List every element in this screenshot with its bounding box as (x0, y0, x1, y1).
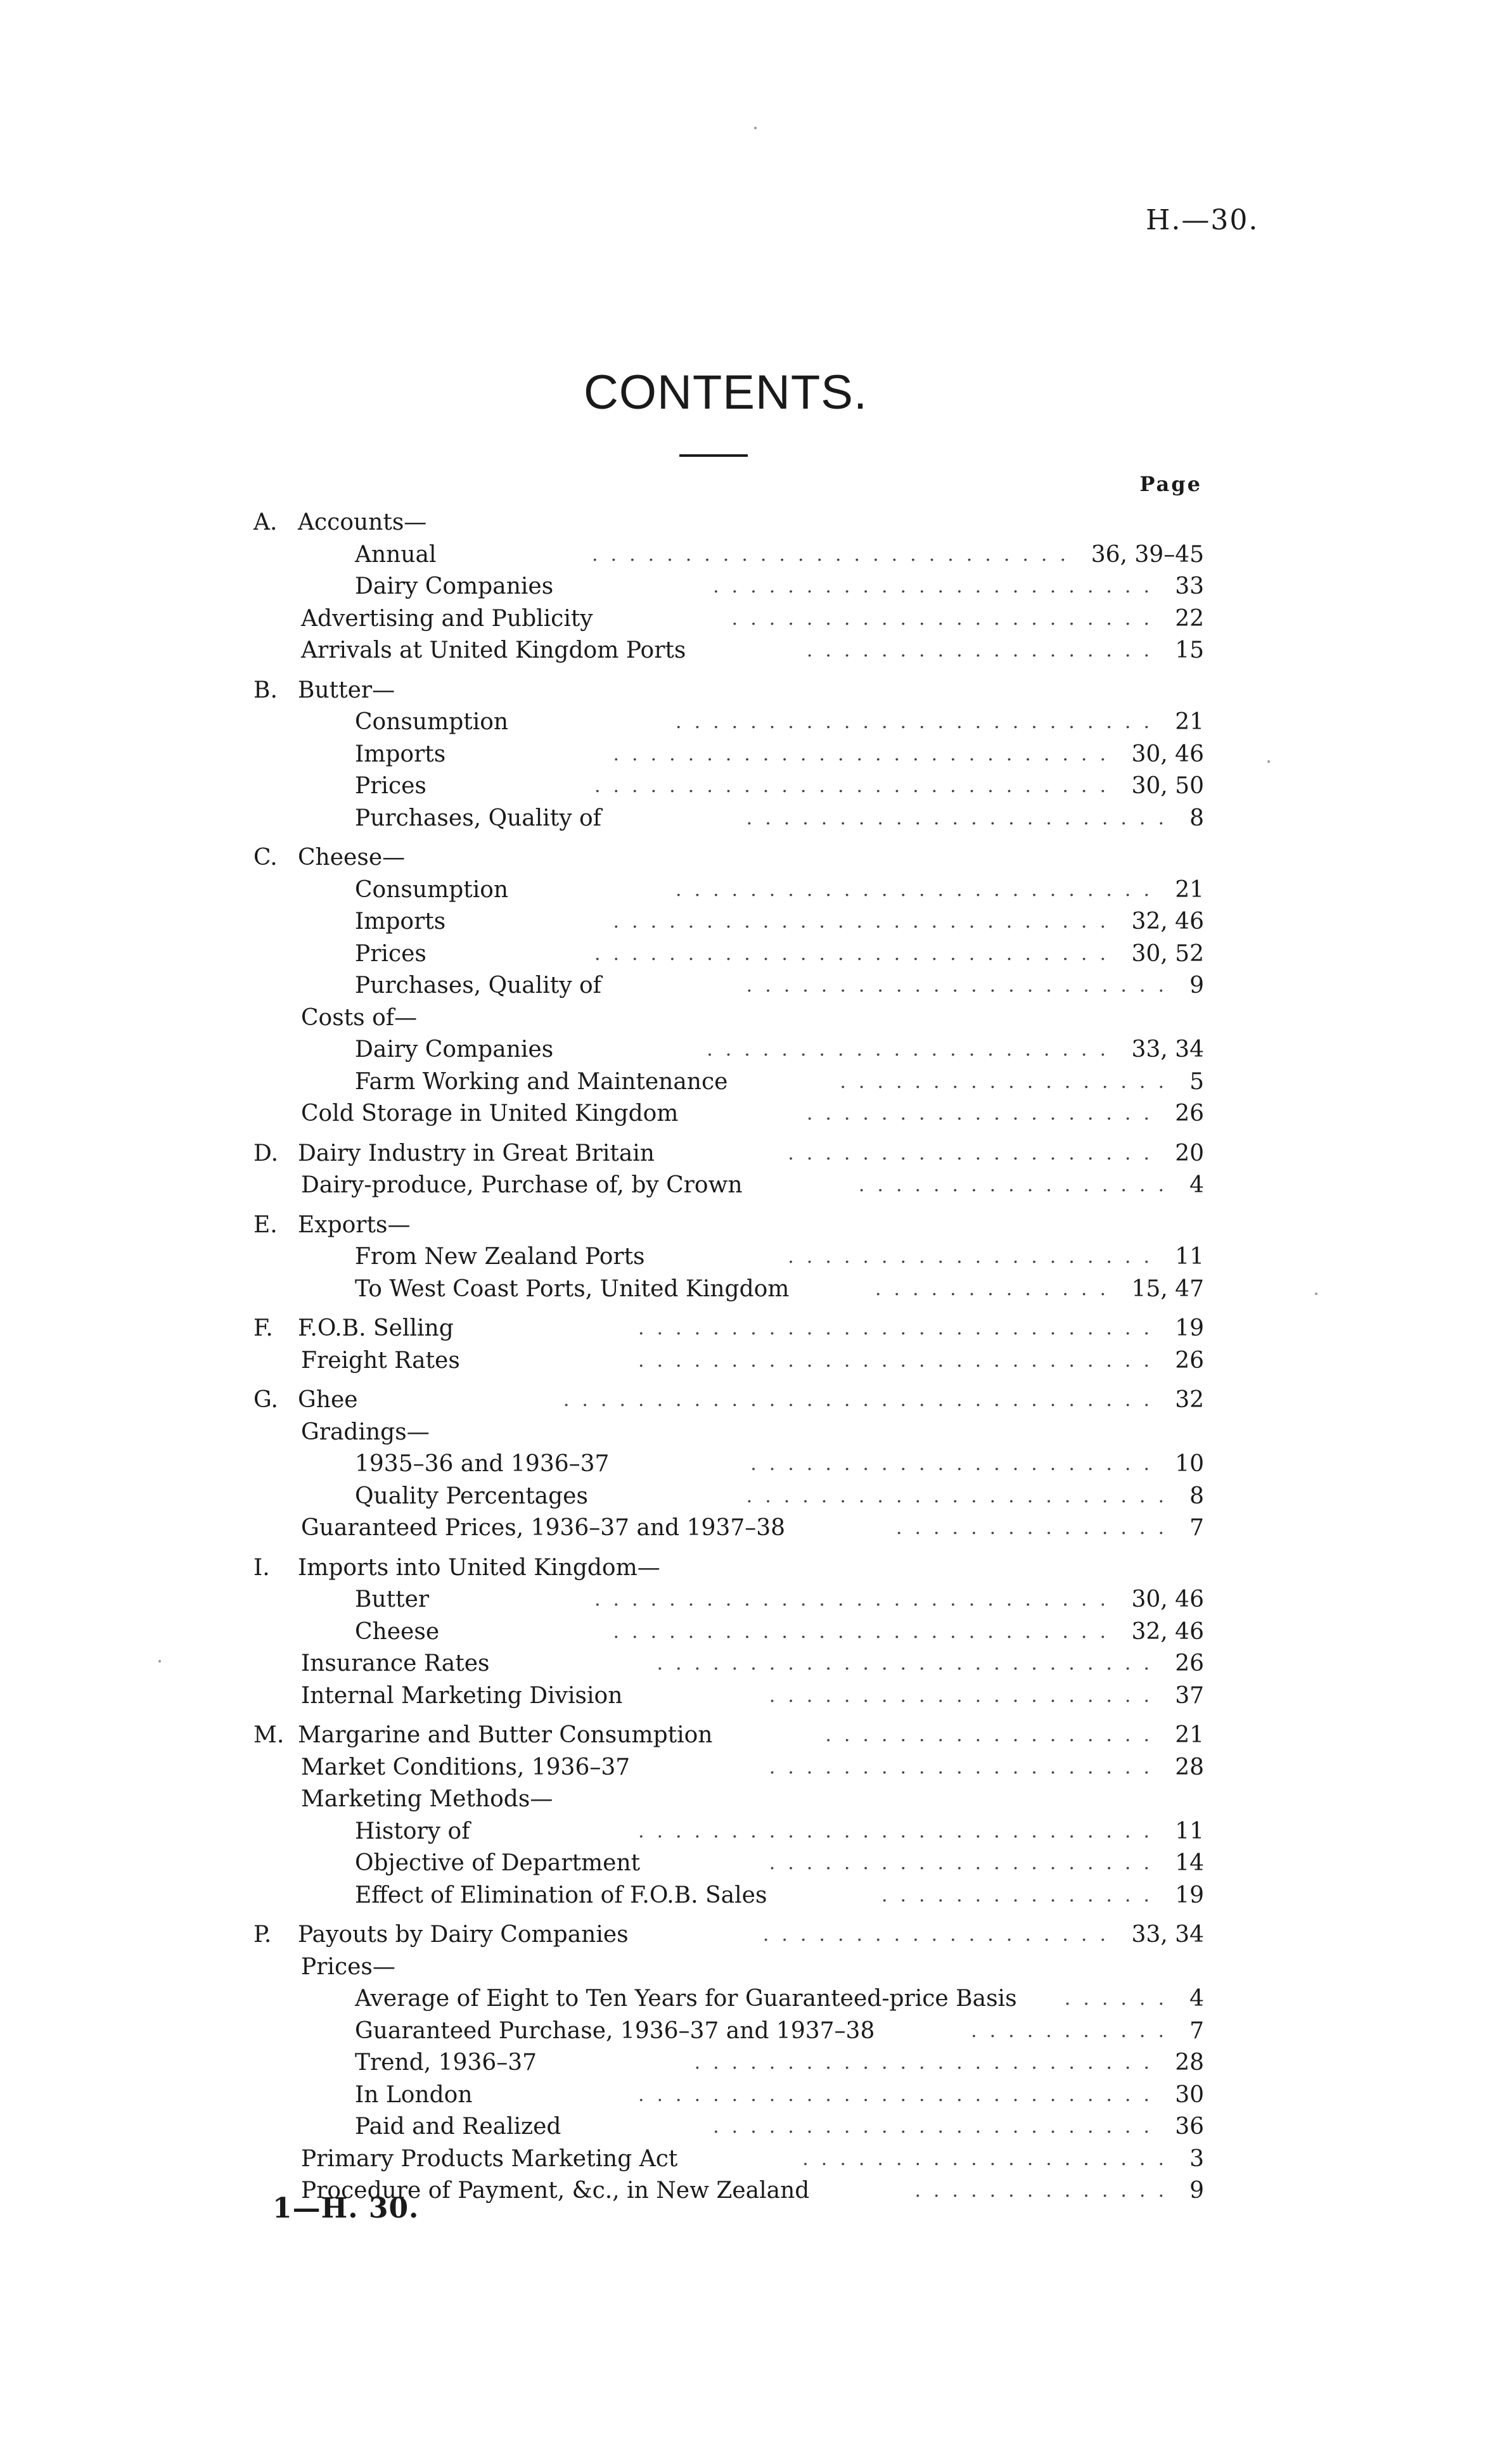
entry-page: 20 (1175, 1140, 1204, 1166)
entry-label: Consumption (355, 709, 509, 735)
entry-label: 1935–36 and 1936–37 (355, 1451, 610, 1477)
leader-dots: ............................ (638, 1317, 1162, 1339)
entry-label: Paid and Realized (355, 2114, 561, 2140)
leader-dots: ............................ (638, 2083, 1162, 2106)
contents-entry (253, 1481, 1204, 1513)
contents-entry (253, 803, 1204, 835)
entry-label: Trend, 1936–37 (355, 2050, 537, 2076)
contents-section (253, 675, 1204, 835)
leader-dots: ........................ (713, 2116, 1162, 2138)
leader-dots: .................. (840, 1070, 1177, 1093)
entry-label: Purchases, Quality of (355, 805, 602, 831)
entry-label: Marketing Methods— (301, 1786, 553, 1812)
contents-entry (253, 603, 1204, 635)
entry-page: 32 (1175, 1387, 1204, 1413)
paper-speck (1315, 1293, 1317, 1295)
contents-entry (253, 1951, 1204, 1984)
entry-page: 15 (1175, 637, 1204, 663)
leader-dots: ................................ (563, 1389, 1162, 1411)
entry-label: To West Coast Ports, United Kingdom (355, 1275, 790, 1302)
entry-page: 7 (1189, 1515, 1204, 1541)
contents-section (253, 1313, 1204, 1377)
entry-label: Quality Percentages (355, 1483, 588, 1509)
contents-entry (253, 571, 1204, 603)
contents-entry (253, 675, 1204, 707)
entry-page: 7 (1189, 2017, 1204, 2044)
contents-section (253, 1384, 1204, 1545)
entry-page: 4 (1189, 1172, 1204, 1198)
contents-entry (253, 1616, 1204, 1649)
contents-entry (253, 1552, 1204, 1585)
entry-page: 10 (1175, 1451, 1204, 1477)
leader-dots: ..................... (769, 1852, 1162, 1874)
leader-dots: ................... (806, 639, 1162, 661)
entry-page: 19 (1175, 1315, 1204, 1341)
entry-label: Farm Working and Maintenance (355, 1068, 728, 1095)
contents-entry (253, 1384, 1204, 1417)
entry-label: Dairy-produce, Purchase of, by Crown (301, 1172, 743, 1198)
section-letter: C. (253, 845, 278, 871)
leader-dots: ........................... (613, 910, 1118, 933)
entry-label: Prices— (301, 1953, 395, 1980)
leader-dots: .......................... (676, 878, 1162, 901)
leader-dots: ............... (881, 1884, 1162, 1906)
entry-label: Dairy Industry in Great Britain (298, 1140, 655, 1166)
contents-entry (253, 1210, 1204, 1242)
paper-speck (754, 127, 757, 129)
entry-label: Prices (355, 940, 426, 967)
leader-dots: ................... (806, 1102, 1162, 1125)
contents-entry (253, 938, 1204, 971)
entry-label: Costs of— (301, 1004, 418, 1031)
contents-entry (253, 706, 1204, 739)
section-letter: B. (253, 677, 278, 703)
entry-page: 14 (1175, 1850, 1204, 1876)
leader-dots: .................... (802, 2147, 1177, 2170)
contents-entry (253, 842, 1204, 874)
entry-page: 8 (1189, 1483, 1204, 1509)
contents-entry (253, 1273, 1204, 1306)
section-letter: E. (253, 1211, 278, 1238)
entry-page: 33, 34 (1131, 1922, 1204, 1948)
paper-speck (1267, 760, 1270, 763)
contents-section (253, 1138, 1204, 1202)
contents-entry (253, 906, 1204, 938)
leader-dots: ............. (875, 1277, 1118, 1300)
entry-page: 32, 46 (1131, 1618, 1204, 1645)
section-letter: I. (253, 1554, 270, 1581)
contents-entry (253, 770, 1204, 803)
entry-label: Objective of Department (355, 1850, 641, 1876)
entry-page: 9 (1189, 973, 1204, 999)
contents-entry (253, 1170, 1204, 1202)
entry-label: Annual (355, 541, 437, 568)
leader-dots: .................... (788, 1246, 1162, 1268)
entry-page: 11 (1175, 1818, 1204, 1844)
entry-label: Exports— (298, 1211, 411, 1238)
contents-section (253, 1720, 1204, 1912)
contents-entry (253, 1313, 1204, 1345)
entry-label: Guaranteed Prices, 1936–37 and 1937–38 (301, 1515, 786, 1541)
entry-page: 15, 47 (1131, 1275, 1204, 1302)
leader-dots: ........................... (613, 1620, 1118, 1643)
contents-entry (253, 1034, 1204, 1066)
leader-dots: ........................... (657, 1652, 1162, 1675)
entry-label: Gradings— (301, 1419, 430, 1445)
contents-entry (253, 1880, 1204, 1912)
section-letter: P. (253, 1922, 272, 1948)
contents-entry (253, 1241, 1204, 1273)
contents-entry (253, 874, 1204, 907)
page-column-label: Page (1139, 472, 1202, 496)
entry-label: Guaranteed Purchase, 1936–37 and 1937–38 (355, 2017, 875, 2044)
contents-entry (253, 1919, 1204, 1951)
entry-label: Accounts— (298, 509, 427, 535)
entry-label: Imports into United Kingdom— (298, 1554, 660, 1581)
leader-dots: ....................... (731, 607, 1162, 630)
entry-page: 33 (1175, 573, 1204, 599)
entry-label: In London (355, 2081, 473, 2108)
entry-label: Butter (355, 1586, 430, 1612)
entry-page: 5 (1189, 1068, 1204, 1095)
contents-entry (253, 1345, 1204, 1377)
entry-page: 30, 46 (1131, 1586, 1204, 1612)
entry-page: 28 (1175, 2050, 1204, 2076)
contents-section (253, 842, 1204, 1130)
contents-entry (253, 1784, 1204, 1816)
leader-dots: ........................... (613, 743, 1118, 765)
section-letter: D. (253, 1140, 279, 1166)
entry-page: 21 (1175, 876, 1204, 903)
leader-dots: ...................... (707, 1038, 1118, 1061)
entry-label: Internal Marketing Division (301, 1682, 623, 1709)
section-letter: A. (253, 509, 278, 535)
entry-label: From New Zealand Ports (355, 1244, 645, 1270)
contents-entry (253, 2111, 1204, 2143)
contents-entry (253, 1417, 1204, 1449)
section-letter: M. (253, 1722, 285, 1748)
entry-label: Average of Eight to Ten Years for Guaranteed-price Basis (355, 1986, 1017, 2012)
entry-page: 26 (1175, 1101, 1204, 1127)
contents-entry (253, 2015, 1204, 2048)
leader-dots: ............................ (594, 775, 1118, 797)
footer-signature: 1—H. 30. (272, 2192, 420, 2225)
entry-page: 30, 50 (1131, 773, 1204, 799)
page-title: CONTENTS. (583, 366, 868, 419)
contents-entry (253, 539, 1204, 571)
leader-dots: .............. (914, 2180, 1177, 2202)
entry-page: 3 (1189, 2145, 1204, 2172)
entry-label: Market Conditions, 1936–37 (301, 1754, 631, 1780)
leader-dots: ....................... (746, 807, 1177, 829)
section-letter: F. (253, 1315, 273, 1341)
entry-page: 33, 34 (1131, 1037, 1204, 1063)
paper-speck (158, 1660, 161, 1663)
contents-section (253, 507, 1204, 667)
leader-dots: .................. (825, 1724, 1162, 1746)
title-rule (679, 454, 748, 457)
entry-label: Cold Storage in United Kingdom (301, 1101, 679, 1127)
entry-label: Effect of Elimination of F.O.B. Sales (355, 1882, 767, 1908)
entry-page: 9 (1189, 2178, 1204, 2204)
leader-dots: ................. (858, 1174, 1177, 1196)
entry-label: Cheese (355, 1618, 440, 1645)
contents-entry (253, 2079, 1204, 2112)
entry-page: 26 (1175, 1650, 1204, 1676)
contents-section (253, 1919, 1204, 2207)
contents-entry (253, 970, 1204, 1002)
leader-dots: ............................ (594, 1588, 1118, 1611)
contents-entry (253, 1138, 1204, 1170)
leader-dots: .......................... (592, 543, 1079, 566)
contents-entry (253, 1648, 1204, 1680)
leader-dots: ....................... (746, 1484, 1177, 1507)
entry-label: Payouts by Dairy Companies (298, 1922, 629, 1948)
contents-entry (253, 1752, 1204, 1784)
contents-entry (253, 1848, 1204, 1880)
leader-dots: ............................ (638, 1820, 1162, 1842)
entry-page: 30, 52 (1131, 940, 1204, 967)
entry-label: Dairy Companies (355, 573, 554, 599)
entry-label: Butter— (298, 677, 395, 703)
leader-dots: ...... (1064, 1988, 1177, 2010)
leader-dots: ................... (762, 1924, 1118, 1946)
entry-label: Dairy Companies (355, 1037, 554, 1063)
leader-dots: ............................ (638, 1349, 1162, 1372)
leader-dots: ..................... (769, 1756, 1162, 1778)
contents-entry (253, 1002, 1204, 1035)
leader-dots: ............... (895, 1517, 1177, 1539)
entry-page: 4 (1189, 1986, 1204, 2012)
entry-page: 8 (1189, 805, 1204, 831)
entry-page: 30, 46 (1131, 741, 1204, 767)
leader-dots: ......................... (694, 2052, 1162, 2074)
contents-entry (253, 739, 1204, 771)
entry-page: 26 (1175, 1347, 1204, 1374)
leader-dots: ....................... (746, 974, 1177, 997)
contents-section (253, 1552, 1204, 1713)
leader-dots: ........................ (713, 575, 1162, 597)
entry-label: Purchases, Quality of (355, 973, 602, 999)
entry-page: 21 (1175, 709, 1204, 735)
entry-label: Consumption (355, 876, 509, 903)
entry-page: 37 (1175, 1682, 1204, 1709)
contents-entry (253, 1584, 1204, 1616)
entry-label: History of (355, 1818, 470, 1844)
contents-entry (253, 1680, 1204, 1713)
contents-entry (253, 1512, 1204, 1545)
entry-label: Freight Rates (301, 1347, 460, 1374)
entry-label: F.O.B. Selling (298, 1315, 454, 1341)
entry-page: 36 (1175, 2114, 1204, 2140)
entry-page: 36, 39–45 (1091, 541, 1204, 568)
entry-page: 30 (1175, 2081, 1204, 2108)
contents-entry (253, 1448, 1204, 1481)
contents-entry (253, 2047, 1204, 2079)
entry-page: 32, 46 (1131, 909, 1204, 935)
entry-page: 19 (1175, 1882, 1204, 1908)
leader-dots: ............................ (594, 942, 1118, 965)
entry-label: Margarine and Butter Consumption (298, 1722, 713, 1748)
entry-page: 21 (1175, 1722, 1204, 1748)
document-reference: H.—30. (1146, 204, 1259, 236)
entry-label: Advertising and Publicity (301, 605, 593, 632)
entry-label: Arrivals at United Kingdom Ports (301, 637, 686, 663)
entry-label: Prices (355, 773, 426, 799)
contents-entry (253, 1720, 1204, 1752)
contents-entry (253, 507, 1204, 539)
contents-entry (253, 1816, 1204, 1848)
entry-page: 28 (1175, 1754, 1204, 1780)
leader-dots: ........... (971, 2019, 1177, 2042)
entry-label: Procedure of Payment, &c., in New Zealand (301, 2178, 810, 2204)
entry-label: Imports (355, 909, 446, 935)
leader-dots: .......................... (676, 711, 1162, 733)
contents-entry (253, 2143, 1204, 2176)
entry-label: Ghee (298, 1387, 358, 1413)
entry-label: Imports (355, 741, 446, 767)
entry-label: Cheese— (298, 845, 406, 871)
contents-entry (253, 635, 1204, 667)
leader-dots: .................... (788, 1142, 1162, 1165)
entry-page: 11 (1175, 1244, 1204, 1270)
contents-section (253, 1210, 1204, 1306)
entry-label: Primary Products Marketing Act (301, 2145, 678, 2172)
contents-entry (253, 1983, 1204, 2015)
leader-dots: ..................... (769, 1684, 1162, 1707)
entry-page: 22 (1175, 605, 1204, 632)
leader-dots: ...................... (750, 1453, 1162, 1475)
section-letter: G. (253, 1387, 278, 1413)
contents-entry (253, 1066, 1204, 1099)
contents-entry (253, 1098, 1204, 1130)
contents-list (253, 507, 1204, 2215)
entry-label: Insurance Rates (301, 1650, 490, 1676)
